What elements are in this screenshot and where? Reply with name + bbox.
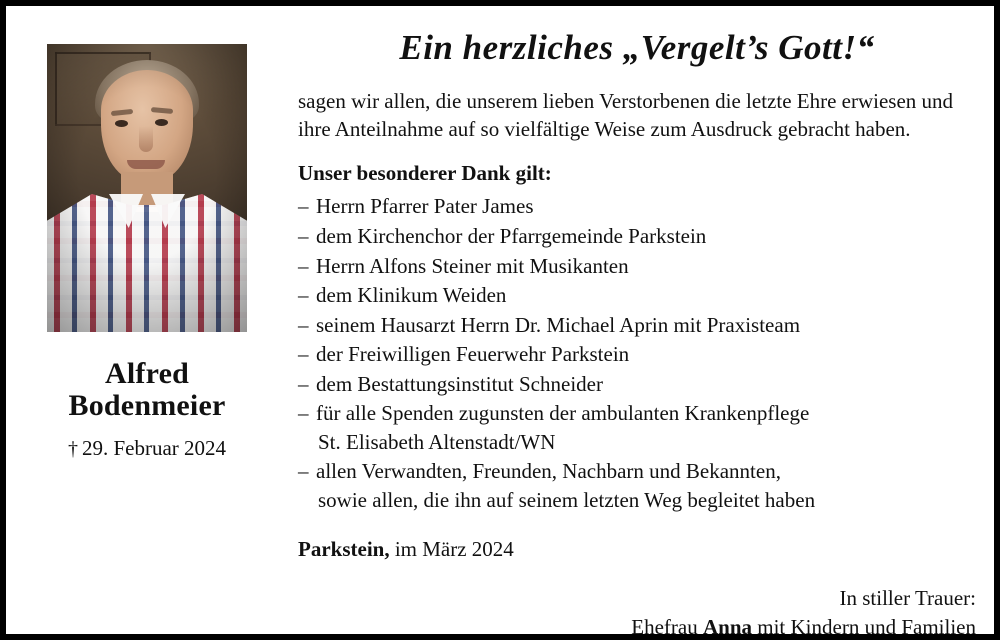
mourners-names: [298, 613, 976, 641]
deceased-last-name: Bodenmeier: [68, 388, 226, 422]
photo-vignette: [47, 44, 247, 332]
mourner-name: Anna: [702, 614, 753, 639]
mourners-prefix: Ehefrau: [631, 614, 703, 639]
intro-paragraph: sagen wir allen, die unserem lieben Verstorbenen die letzte Ehre erwiesen und ihre Anteilnahme auf so vielfältige Weise zum Ausdruck gebracht haben.: [298, 89, 954, 141]
list-item-text: der Freiwilligen Feuerwehr Parkstein: [316, 342, 630, 367]
list-item: [298, 281, 976, 310]
list-item-text: für alle Spenden zugunsten der ambulanten Krankenpflege: [316, 401, 810, 426]
dash-bullet: –: [298, 194, 309, 219]
list-item-text: allen Verwandten, Freunden, Nachbarn und Bekannten,: [316, 459, 781, 484]
mourners-heading: In stiller Trauer:: [839, 586, 976, 611]
list-item: [298, 311, 976, 340]
dash-bullet: –: [298, 223, 309, 248]
list-item: [298, 457, 976, 514]
place-date: im März 2024: [389, 537, 514, 562]
right-column: [272, 16, 980, 639]
dash-bullet: –: [298, 371, 309, 396]
card-inner: [6, 6, 994, 639]
list-item-text: Herrn Alfons Steiner mit Musikanten: [316, 253, 629, 278]
list-item-text: dem Bestattungsinstitut Schneider: [316, 371, 603, 396]
dash-bullet: –: [298, 401, 309, 426]
deceased-name: [69, 358, 226, 422]
page-title: Ein herzliches „Vergelt’s Gott!“: [399, 28, 875, 67]
list-item-text: Herrn Pfarrer Pater James: [316, 194, 534, 219]
list-item: [298, 192, 976, 221]
list-item: [298, 222, 976, 251]
mourners-suffix: mit Kindern und Familien: [752, 614, 976, 639]
list-item-continuation: St. Elisabeth Altenstadt/WN: [318, 429, 556, 454]
dash-bullet: –: [298, 312, 309, 337]
list-item: [298, 252, 976, 281]
thanks-list: [298, 192, 976, 515]
list-item-text: dem Klinikum Weiden: [316, 283, 507, 308]
list-item-text: seinem Hausarzt Herrn Dr. Michael Aprin mit Praxisteam: [316, 312, 801, 337]
portrait-photo: [47, 44, 247, 332]
deceased-first-name: Alfred: [105, 357, 189, 390]
dash-bullet: –: [298, 283, 309, 308]
death-date-line: [68, 436, 226, 461]
list-item: [298, 340, 976, 369]
cross-icon: †: [67, 437, 78, 460]
dash-bullet: –: [298, 342, 309, 367]
list-item-text: dem Kirchenchor der Pfarrgemeinde Parkstein: [316, 223, 707, 248]
list-item-continuation: sowie allen, die ihn auf seinem letzten Weg begleitet haben: [318, 487, 816, 512]
left-column: [22, 16, 272, 624]
list-item: [298, 370, 976, 399]
thanks-heading: Unser besonderer Dank gilt:: [298, 161, 552, 186]
dash-bullet: –: [298, 253, 309, 278]
place-name: Parkstein,: [298, 537, 390, 562]
place-and-date: [298, 537, 976, 562]
dash-bullet: –: [298, 459, 309, 484]
list-item: [298, 399, 976, 456]
death-date: 29. Februar 2024: [81, 435, 227, 460]
mourners-block: [298, 584, 976, 641]
